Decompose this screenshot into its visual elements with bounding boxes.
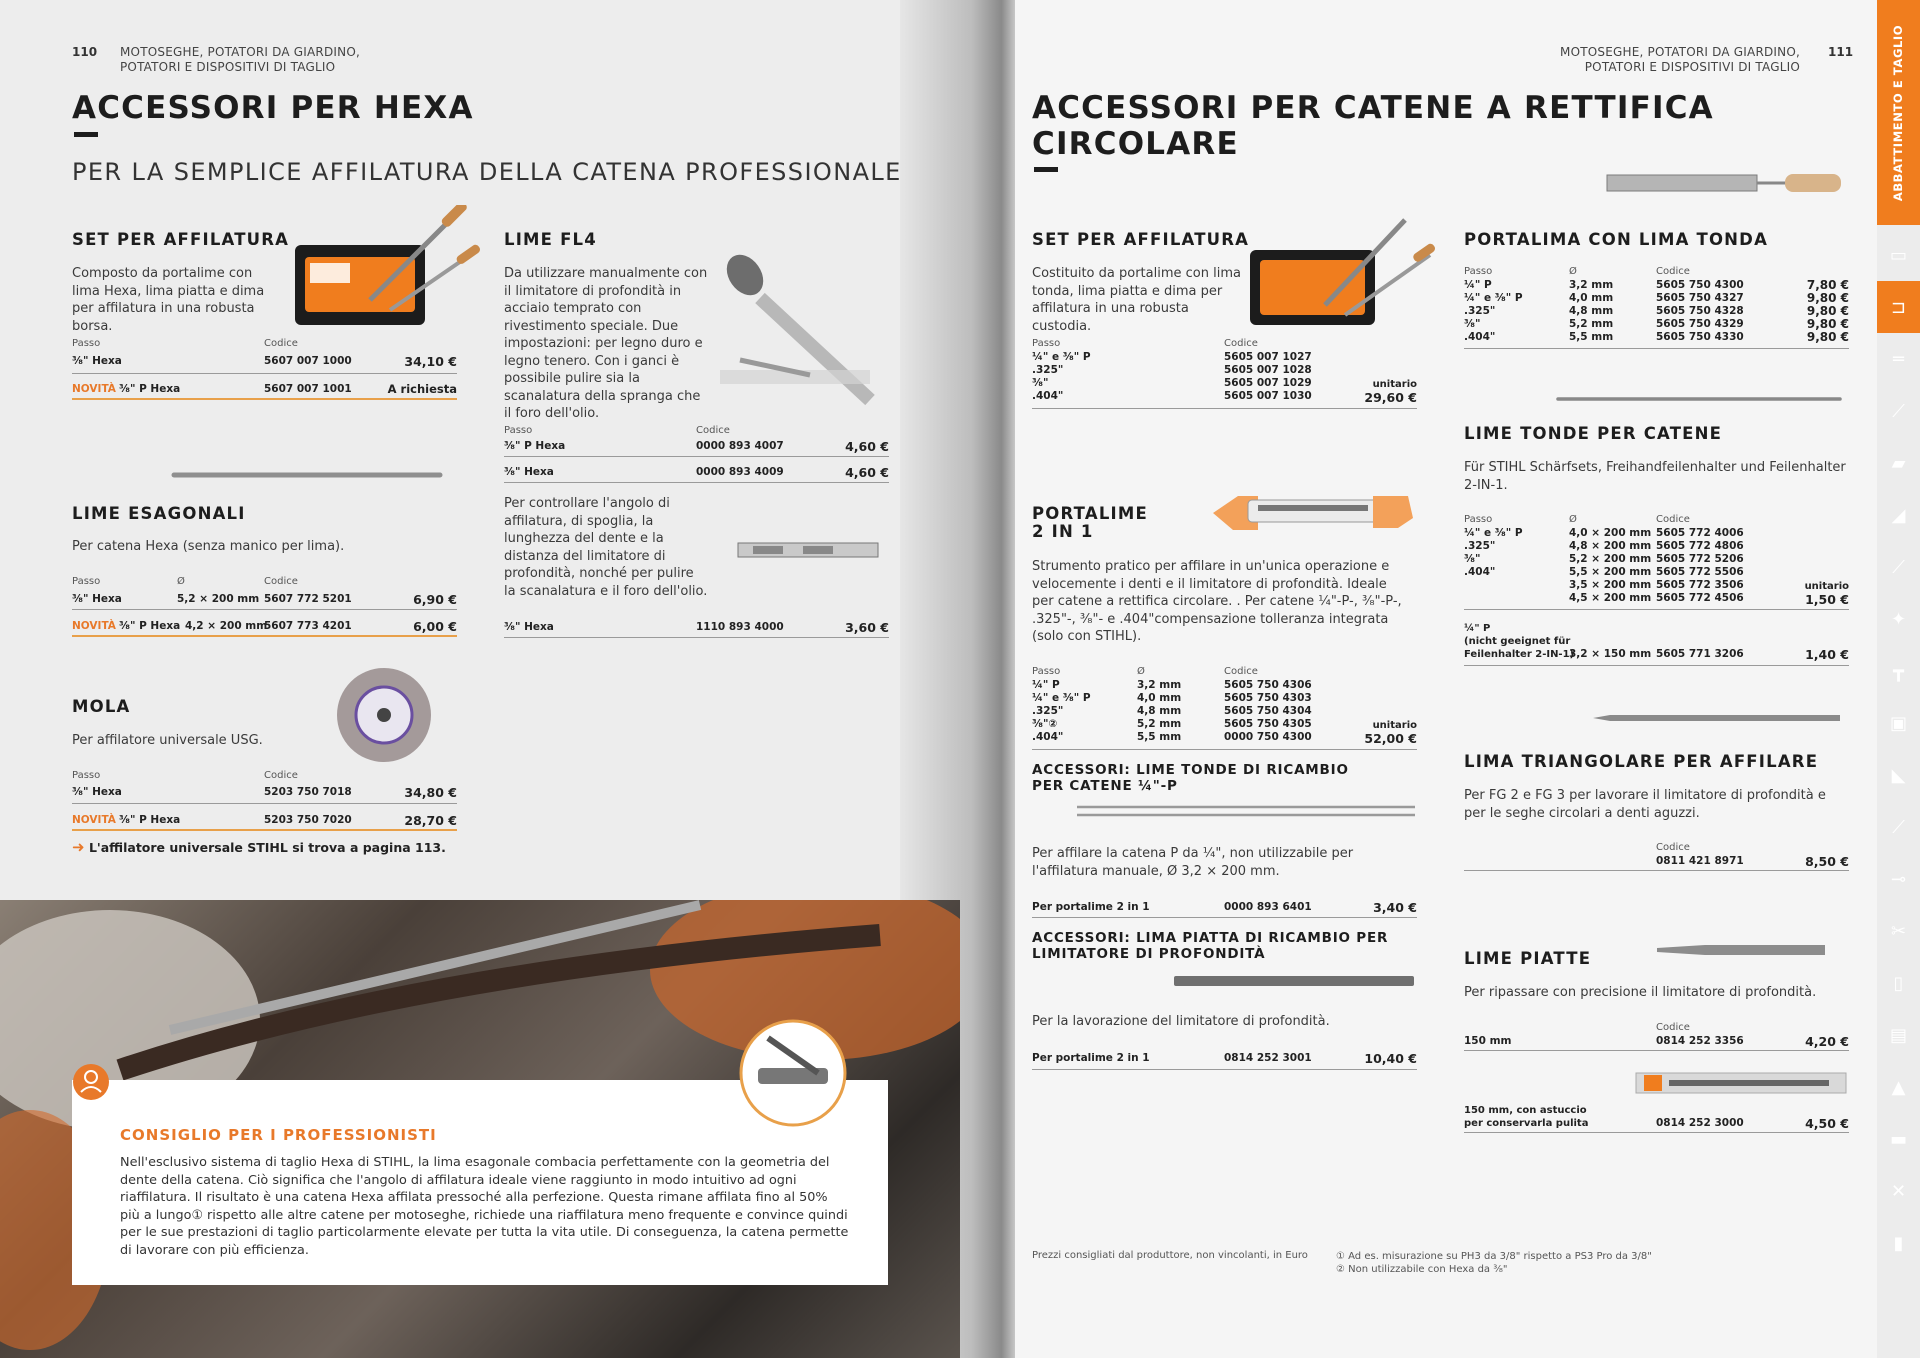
page-subtitle-left: PER LA SEMPLICE AFFILATURA DELLA CATENA PROFESSIONALE [72,158,902,186]
triangular-file-image [1590,711,1845,725]
sharpening-kit-image [290,205,485,330]
acc-round-files-table [1032,900,1417,918]
flat-file-image [1172,973,1417,989]
table-row: ³⁄₈" Hexa 0000 893 4009 4,60 € [504,457,889,483]
triangular-file-desc: Per FG 2 e FG 3 per lavorare il limitatore di profondità e per le seghe circolari a denti aguzzi. [1464,788,1826,821]
portalime-2in1-image [1208,488,1418,538]
clothing-icon[interactable]: ▲ [1891,1076,1906,1098]
price-footnote: Prezzi consigliati dal produttore, non vincolanti, in Euro [1032,1250,1308,1261]
table-row: ³⁄₈" Hexa 5203 750 7018 34,80 € [72,784,457,804]
table-row: NOVITÀ ³⁄₈" P Hexa 5607 007 1001 A richiesta [72,374,457,400]
round-kit-image [1245,210,1440,330]
grinding-wheel-image [334,665,434,765]
manual-icon[interactable]: ▤ [1889,1024,1907,1046]
tools-icon[interactable]: ✕ [1890,1180,1907,1202]
table-row: ³⁄₈" Hexa 5607 007 1000 34,10 € [72,352,457,374]
flat-files-desc: Per ripassare con precisione il limitatore di profondità. [1464,985,1817,1000]
chainsaw-icon[interactable]: ▭ [1889,244,1907,266]
hexa-chain-detail-icon [738,1018,848,1128]
round-files-title: LIME TONDE PER CATENE [1464,424,1723,443]
passo-list: ¼" e ³⁄₈" P .325" ³⁄₈" .404" [1032,351,1091,402]
grinding-wheel-title: MOLA [72,697,131,716]
flat-files-case-table: 150 mm, con astuccio per conservarla pulita 0814 252 3000 4,50 € [1464,1105,1849,1131]
chapter-tab-label: ABBATTIMENTO E TAGLIO [1891,24,1906,201]
round-files-table: Passo Ø Codice ¼" e ³⁄₈" P .325" ³⁄₈" .404" 4,0 × 200 mm 4,8 × 200 mm 5,2 × 200 mm 5,5 × 200 mm 3,5 × 200 mm 4,5 × 200 mm 5605 772 4006 5605 772 4806 5605 772 5206 5605 772 5506 5605 772 3506 5605 772 4506 unitario 1,50 € [1464,514,1849,610]
table-row: .404" 5,5 mm 5605 750 4330 9,80 € [1464,330,1849,344]
flat-file-case-image [1634,1069,1849,1097]
page-title-left: ACCESSORI PER HEXA [72,90,474,126]
table-row: ¼" e ³⁄₈" P 4,0 mm 5605 750 4327 9,80 € [1464,291,1849,305]
set-round-desc: Costituito da portalime con lima tonda, lima piatta e dima per affilatura in una robusta custodia. [1032,266,1241,334]
acc-round-files-desc: Per affilare la catena P da ¼", non utilizzabile per l'affilatura manuale, Ø 3,2 × 200 mm. [1032,846,1354,879]
shredder-icon[interactable]: ✦ [1890,608,1907,630]
fl4-gauge-table [504,614,889,638]
table-row: ³⁄₈" 5,2 mm 5605 750 4329 9,80 € [1464,317,1849,331]
title-rule [74,132,98,137]
flat-files-table: Codice 150 mm 0814 252 3356 4,20 € [1464,1022,1849,1049]
page-number-right: 111 [1828,45,1854,59]
set-hexa-desc: Composto da portalime con lima Hexa, lima piatta e dima per affilatura in una robusta borsa. [72,266,265,334]
blower-icon[interactable]: ▰ [1891,452,1906,474]
axe-icon[interactable]: ⟋ [1892,816,1905,838]
page-number-left: 110 [72,45,98,59]
arrow-right-icon: ➜ [72,838,85,856]
table-row: ³⁄₈" Hexa 5,2 × 200 mm 5607 772 5201 6,90 € [72,590,457,610]
file-holder-table: Passo Ø Codice ¼" P 3,2 mm 5605 750 4300 7,80 € ¼" e ³⁄₈" P 4,0 mm 5605 750 4327 9,80 € .325" 4,8 mm 5605 750 4328 9,80 € ³⁄₈" 5,2 mm 5605 750 4329 9,80 € .404" 5,5 mm 5605 750 4330 9,80 € [1464,266,1849,349]
title-rule-right [1034,167,1058,172]
fl4-table: Passo Codice ³⁄₈" P Hexa 0000 893 4007 4,60 € ³⁄₈" Hexa 0000 893 4009 4,60 € [504,425,889,483]
table-row: NOVITÀ ³⁄₈" P Hexa 4,2 × 200 mm 5607 773 4201 6,00 € [72,610,457,637]
portalime-2in1-title: PORTALIME 2 IN 1 [1032,504,1148,541]
universal-sharpener-link[interactable]: ➜ L'affilatore universale STIHL si trova a pagina 113. [72,838,446,856]
saw-icon[interactable]: ⊸ [1890,868,1907,890]
codice-list: 5605 007 1027 5605 007 1028 5605 007 1029 5605 007 1030 [1224,351,1312,402]
fl4-gauge-desc: Per controllare l'angolo di affilatura, di spoglia, la lunghezza del dente e la distanza del limitatore di profondità, nonché per pulire la scanalatura e il foro dell'olio. [504,496,708,599]
pro-tip-title: CONSIGLIO PER I PROFESSIONISTI [120,1126,437,1144]
grinding-wheel-desc: Per affilatore universale USG. [72,733,263,748]
phone-icon[interactable]: ▯ [1893,972,1904,994]
price-block: unitario 29,60 € [1364,379,1417,405]
flat-file-small-image [1655,940,1830,960]
fl4-desc: Da utilizzare manualmente con il limitatore di profondità in acciaio temprato con rivestimento speciale. Due impostazioni: per legno duro e legno tenero. Con i ganci è possibile pulire sia la scanalatura della spranga che il foro dell'olio. [504,266,708,421]
round-files-desc: Für STIHL Schärfsets, Freihandfeilenhalter und Feilenhalter 2-IN-1. [1464,460,1846,493]
case-icon[interactable]: ▬ [1889,1128,1907,1150]
acc-flat-file-title: ACCESSORI: LIMA PIATTA DI RICAMBIO PER LIMITATORE DI PROFONDITÀ [1032,930,1389,962]
filing-gauge-image [733,535,883,565]
hex-file-desc: Per catena Hexa (senza manico per lima). [72,539,345,554]
flat-files-title: LIME PIATTE [1464,949,1592,968]
brushcutter-icon[interactable]: ⟋ [1892,400,1905,422]
pruning-shears-icon[interactable]: ✂ [1890,920,1907,942]
table-row: ¼" P 3,2 mm 5605 750 4300 7,80 € [1464,278,1849,292]
lawnmower-icon[interactable]: ◢ [1891,504,1906,526]
page-title-right: ACCESSORI PER CATENE A RETTIFICA CIRCOLARE [1032,90,1714,162]
set-hexa-title: SET PER AFFILATURA [72,230,290,249]
grinding-wheel-table: Passo Codice ³⁄₈" Hexa 5203 750 7018 34,80 € NOVITÀ ³⁄₈" P Hexa 5203 750 7020 28,70 € [72,770,457,831]
round-files-image [1075,802,1420,822]
sprayer-icon[interactable]: ◣ [1891,764,1906,786]
table-row: NOVITÀ ³⁄₈" P Hexa 5203 750 7020 28,70 € [72,804,457,831]
chapter-icon-list [1877,225,1920,1358]
pole-pruner-icon[interactable]: ⟋ [1892,556,1905,578]
oil-can-icon[interactable]: ▮ [1893,1232,1904,1254]
running-head-left: MOTOSEGHE, POTATORI DA GIARDINO, POTATORI E DISPOSITIVI DI TAGLIO [120,45,360,74]
fl4-title: LIME FL4 [504,230,597,249]
file-holder-image [1605,165,1845,205]
acc-flat-file-desc: Per la lavorazione del limitatore di profondità. [1032,1014,1330,1029]
round-file-image [1555,392,1845,406]
table-row: Per portalime 2 in 1 0814 252 3001 10,40 € [1032,1050,1417,1070]
hex-file-table: Passo Ø Codice ³⁄₈" Hexa 5,2 × 200 mm 5607 772 5201 6,90 € NOVITÀ ³⁄₈" P Hexa 4,2 × 200 mm 5607 773 4201 6,00 € [72,576,457,637]
table-row: .325" 4,8 mm 5605 750 4328 9,80 € [1464,304,1849,318]
hex-file-image [170,468,445,482]
portalime-2in1-desc: Strumento pratico per affilare in un'unica operazione e velocemente i denti e il limitatore di profondità. Ideale per catene a rettifica circolare. . Per catene ¼"-P-, ³⁄₈"-P-, .325"-, ³⁄₈"- e .404"compensazione tolleranza integrata (solo con STIHL). [1032,559,1402,644]
acc-flat-file-table [1032,1050,1417,1070]
hedge-trimmer-icon[interactable]: ═ [1893,348,1904,370]
set-round-title: SET PER AFFILATURA [1032,230,1250,249]
triangular-file-title: LIMA TRIANGOLARE PER AFFILARE [1464,752,1819,771]
running-head-right: MOTOSEGHE, POTATORI DA GIARDINO, POTATORI E DISPOSITIVI DI TAGLIO [1560,45,1800,74]
drill-icon[interactable]: ┳ [1893,660,1904,682]
hex-file-title: LIME ESAGONALI [72,504,246,523]
round-files-extra-row: ¼" P (nicht geeignet für Feilenhalter 2-IN-1) 3,2 × 150 mm 5605 771 3206 1,40 € [1464,622,1849,667]
pro-tip-text: Nell'esclusivo sistema di taglio Hexa di STIHL, la lima esagonale combacia perfettamente con la geometria del dente della catena. Ciò significa che l'angolo di affilatura ideale viene raggiunto in modo intuitivo ad ogni riaffilatura. Il risultato è una catena Hexa affilata pressoché alla perfezione. Questa rimane affilata fino al 50% più a lungo① rispetto alle altre catene per motoseghe, richiede una riaffilatura meno frequente e convince quindi per le sue prestazioni di taglio particolarmente elevate per tutta la vita utile. Di conseguenza, la catena permette di lavorare con più efficienza. [120,1155,849,1258]
pressure-washer-icon[interactable]: ▣ [1889,712,1907,734]
portalime-2in1-table: Passo Ø Codice ¼" P ¼" e ³⁄₈" P .325" ³⁄₈"② .404" 3,2 mm 4,0 mm 4,8 mm 5,2 mm 5,5 mm 5605 750 4306 5605 750 4303 5605 750 4304 5605 750 4305 0000 750 4300 unitario 52,00 € [1032,666,1417,750]
fl4-file-image [720,250,890,410]
table-row: ³⁄₈" P Hexa 0000 893 4007 4,60 € [504,439,889,457]
footnotes: ① Ad es. misurazione su PH3 da 3/8" rispetto a PS3 Pro da 3/8" ② Non utilizzabile con Hexa da ³⁄₈" [1336,1251,1652,1275]
triangular-file-table: Codice 0811 421 8971 8,50 € [1464,842,1849,872]
set-hexa-table: Passo Codice ³⁄₈" Hexa 5607 007 1000 34,10 € NOVITÀ ³⁄₈" P Hexa 5607 007 1001 A richiesta [72,338,457,400]
table-row: ³⁄₈" Hexa 1110 893 4000 3,60 € [504,614,889,638]
set-round-table: Passo Codice ¼" e ³⁄₈" P .325" ³⁄₈" .404" 5605 007 1027 5605 007 1028 5605 007 1029 5605 007 1030 unitario 29,60 € [1032,338,1417,410]
acc-round-files-title: ACCESSORI: LIME TONDE DI RICAMBIO PER CATENE ¼"-P [1032,762,1349,794]
file-holder-title: PORTALIMA CON LIMA TONDA [1464,230,1769,249]
table-row: Per portalime 2 in 1 0000 893 6401 3,40 € [1032,900,1417,918]
chain-file-icon[interactable]: ⊐ [1877,281,1920,333]
professional-badge-icon [71,1062,111,1102]
